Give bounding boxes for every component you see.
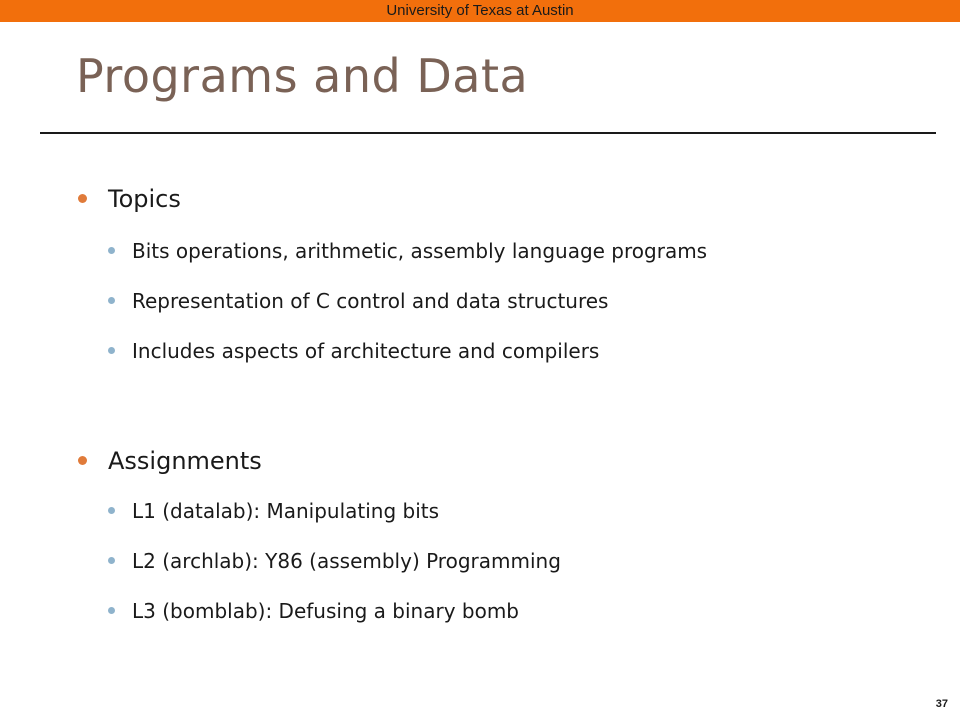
- bullet-dot-icon: [108, 347, 115, 354]
- sub-bullet: [132, 338, 599, 364]
- bullet-dot-icon: [108, 247, 115, 254]
- bullet-topics: [108, 184, 181, 214]
- bullet-dot-icon: [108, 557, 115, 564]
- sub-bullet: [132, 498, 439, 524]
- page-number: 37: [935, 698, 948, 710]
- sub-bullet-text: Representation of C control and data structures: [132, 289, 609, 313]
- sub-bullet-text: L3 (bomblab): Defusing a binary bomb: [132, 599, 519, 623]
- slide-title: Programs and Data: [76, 49, 529, 103]
- bullet-heading: Assignments: [108, 447, 262, 475]
- bullet-dot-icon: [108, 297, 115, 304]
- sub-bullet-text: Includes aspects of architecture and compilers: [132, 339, 600, 363]
- sub-bullet: [132, 238, 707, 264]
- bullet-assignments: [108, 446, 262, 476]
- bullet-dot-icon: [108, 607, 115, 614]
- bullet-heading: Topics: [108, 185, 181, 213]
- sub-bullet: [132, 598, 519, 624]
- sub-bullet-text: Bits operations, arithmetic, assembly language programs: [132, 239, 708, 263]
- bullet-dot-icon: [78, 456, 87, 465]
- bullet-dot-icon: [108, 507, 115, 514]
- banner-text: University of Texas at Austin: [386, 2, 574, 19]
- header-banner: [0, 0, 960, 22]
- sub-bullet: [132, 548, 561, 574]
- sub-bullet: [132, 288, 608, 314]
- bullet-dot-icon: [78, 194, 87, 203]
- title-divider: [40, 132, 936, 134]
- sub-bullet-text: L1 (datalab): Manipulating bits: [132, 499, 440, 523]
- sub-bullet-text: L2 (archlab): Y86 (assembly) Programming: [132, 549, 561, 573]
